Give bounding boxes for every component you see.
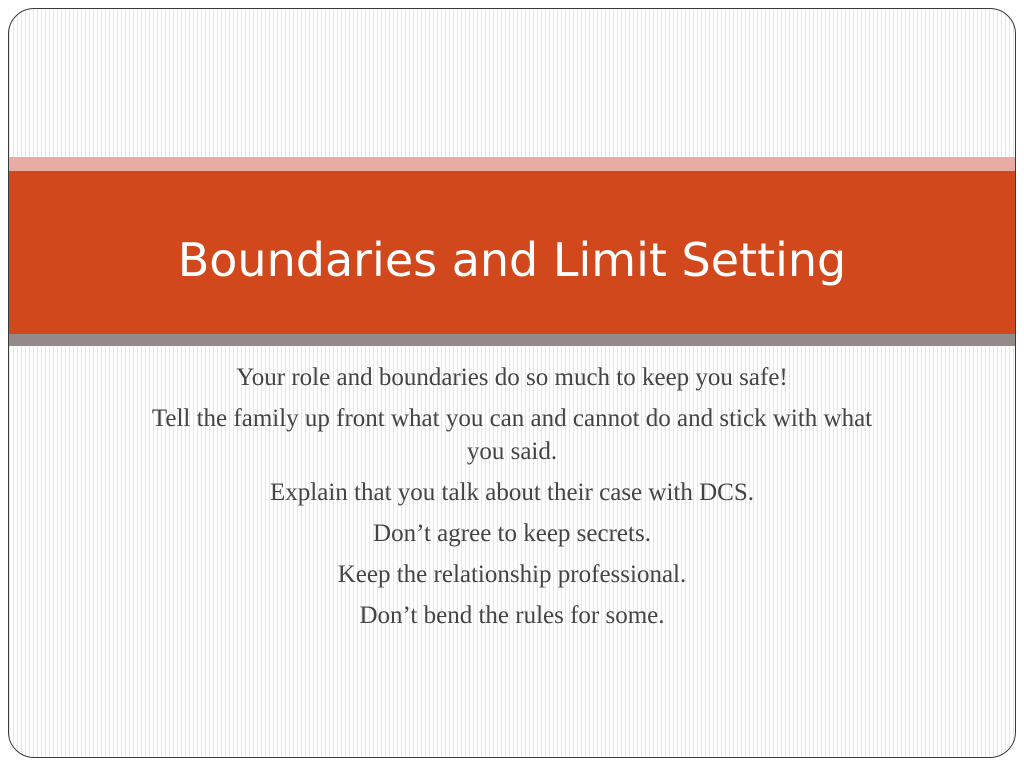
- bullet-list: [139, 361, 885, 640]
- bullet-item: Keep the relationship professional.: [337, 561, 687, 588]
- bullet-item: Don’t bend the rules for some.: [359, 602, 665, 629]
- bullet-item: Tell the family up front what you can and cannot do and stick with what you said.: [151, 405, 873, 465]
- bullet-item: Your role and boundaries do so much to keep you safe!: [236, 364, 788, 391]
- title-band-top-stripe: [9, 157, 1015, 171]
- bullet-item: Don’t agree to keep secrets.: [373, 520, 651, 547]
- slide-title: Boundaries and Limit Setting: [177, 232, 847, 287]
- title-band-bottom-stripe: [9, 334, 1015, 346]
- bullet-item: Explain that you talk about their case with DCS.: [270, 479, 754, 506]
- title-band: [9, 171, 1015, 334]
- slide: [8, 8, 1016, 758]
